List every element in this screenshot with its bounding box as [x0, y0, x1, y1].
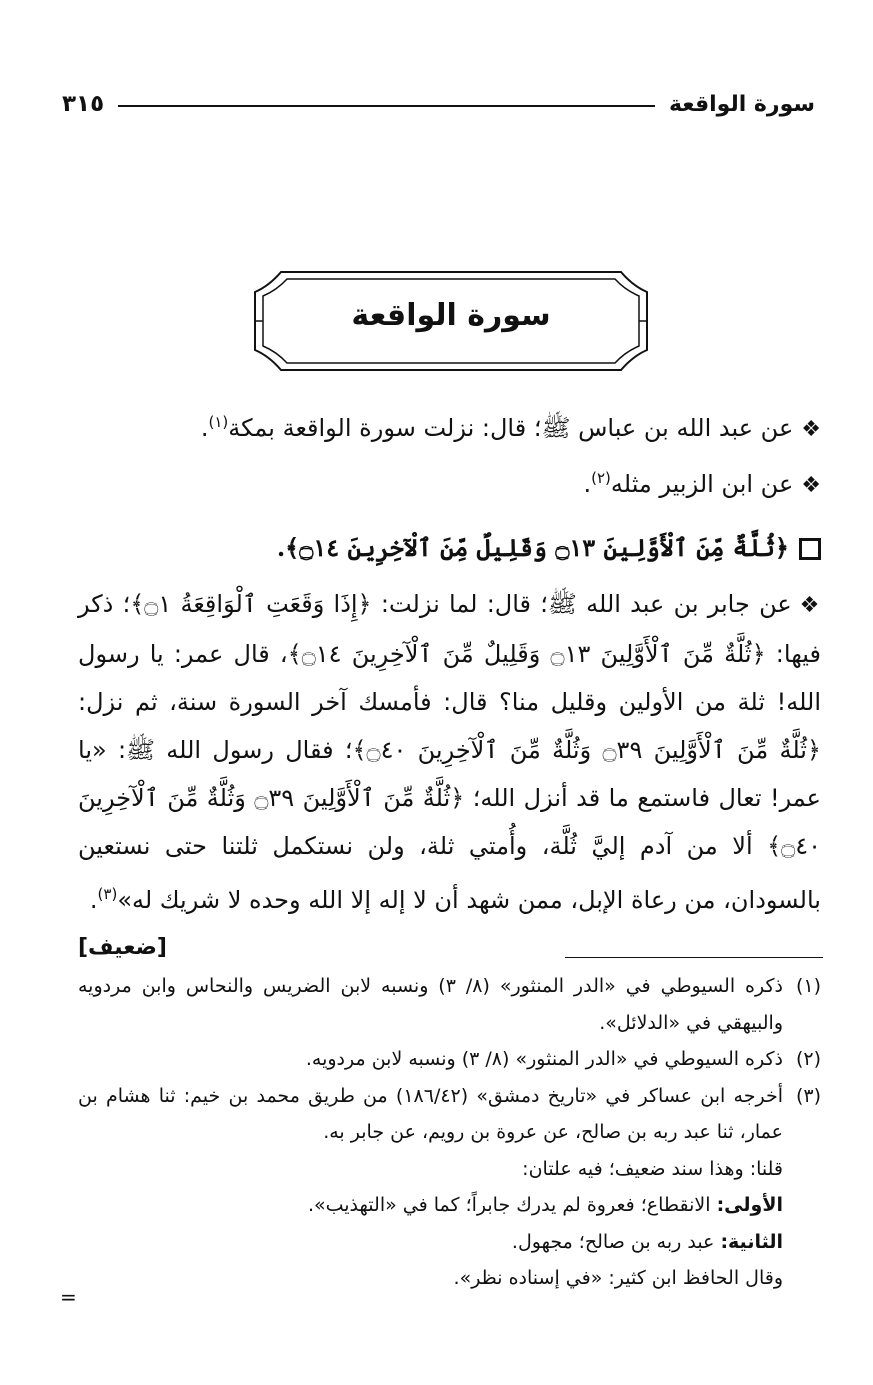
bullet-icon: ❖ [799, 593, 821, 618]
footnote-separator [565, 957, 823, 958]
footnote-3-analysis: قلنا: وهذا سند ضعيف؛ فيه علتان: [522, 1157, 783, 1180]
continuation-mark: = [60, 1285, 77, 1309]
footnote-3-ibn-kathir: وقال الحافظ ابن كثير: «في إسناده نظر». [453, 1267, 783, 1289]
footnote-ref-3: (٣) [97, 885, 118, 903]
footnote-1: (١) ذكره السيوطي في «الدر المنثور» (٨/ ٣) ونسبه لابن الضريس والنحاس وابن مردويه والبيهقي في «الدلائل». [78, 975, 821, 1034]
footnote-3: (٣) أخرجه ابن عساكر في «تاريخ دمشق» (١٨٦/٤٢) من طريق محمد بن خيم: ثنا هشام بن عمار، ثنا عبد ربه بن صالح، عن عروة بن رويم، عن جابر به. [78, 1084, 821, 1143]
grade-row [78, 924, 821, 972]
surah-title-frame [253, 270, 649, 372]
footnote-ref-2: (٢) [591, 469, 611, 487]
narration-ibn-abbas: ❖عن عبد الله بن عباس ﷺ؛ قال: نزلت سورة الواقعة بمكة$^{(١)}$. [200, 413, 821, 442]
footnote-3-second-defect: الثانية: عبد ربه بن صالح؛ مجهول. [511, 1230, 783, 1253]
narration-ibn-zubair: ❖عن ابن الزبير مثله$^{(٢)}$. [583, 469, 821, 498]
footnote-3-first-defect: الأولى: الانقطاع؛ فعروة لم يدرك جابراً؛ كما في «التهذيب». [307, 1194, 783, 1216]
page-number: ٣١٥ [62, 91, 105, 117]
hadith-grade: [ضعيف] [78, 935, 167, 960]
narration-jabir: ❖عن جابر بن عبد الله ﷺ؛ قال: لما نزلت: ﴿إِذَا وَقَعَتِ ٱلْوَاقِعَةُ ۝١﴾؛ ذكر فيها: ﴿ثُلَّةٌ مِّنَ ٱلْأَوَّلِينَ ۝١٣ وَقَلِيلٌ مِّنَ ٱلْآخِرِينَ ۝١٤﴾، قال عمر: يا رسول الله! ثلة من الأولين وقليل منا؟ قال: فأمسك آخر السورة سنة، ثم نزل: ﴿ثُلَّةٌ مِّنَ ٱلْأَوَّلِينَ ۝٣٩ وَثُلَّةٌ مِّنَ ٱلْآخِرِينَ ۝٤٠﴾؛ فقال رسول الله ﷺ: «يا عمر! تعال فاستمع ما قد أنزل الله؛ ﴿ثُلَّةٌ مِّنَ ٱلْأَوَّلِينَ ۝٣٩ وَثُلَّةٌ مِّنَ ٱلْآخِرِينَ ۝٤٠﴾ ألا من آدم إليَّ ثُلَّة، وأُمتي ثلة، ولن نستكمل ثلتنا حتى نستعين بالسودان، من رعاة الإبل، ممن شهد أن لا إله إلا الله وحده لا شريك له»$^{(٣)}$. [78, 590, 822, 914]
square-bullet-icon [799, 538, 821, 560]
verse-heading: ﴿ثُلَّةٌ مِّنَ ٱلْأَوَّلِينَ ۝١٣ وَقَلِيلٌ مِّنَ ٱلْآخِرِينَ ۝١٤﴾. [78, 524, 821, 572]
running-header [62, 88, 815, 120]
main-text [78, 398, 821, 972]
running-header-surah-name: سورة الواقعة [668, 91, 815, 117]
bullet-icon: ❖ [801, 473, 821, 498]
surah-title: سورة الواقعة [351, 298, 551, 333]
footnotes [78, 968, 821, 1297]
footnote-ref-1: (١) [208, 413, 229, 431]
footnote-2: (٢) ذكره السيوطي في «الدر المنثور» (٨/ ٣) ونسبه لابن مردويه. [305, 1048, 821, 1070]
header-rule [118, 105, 655, 107]
bullet-icon: ❖ [801, 417, 821, 442]
